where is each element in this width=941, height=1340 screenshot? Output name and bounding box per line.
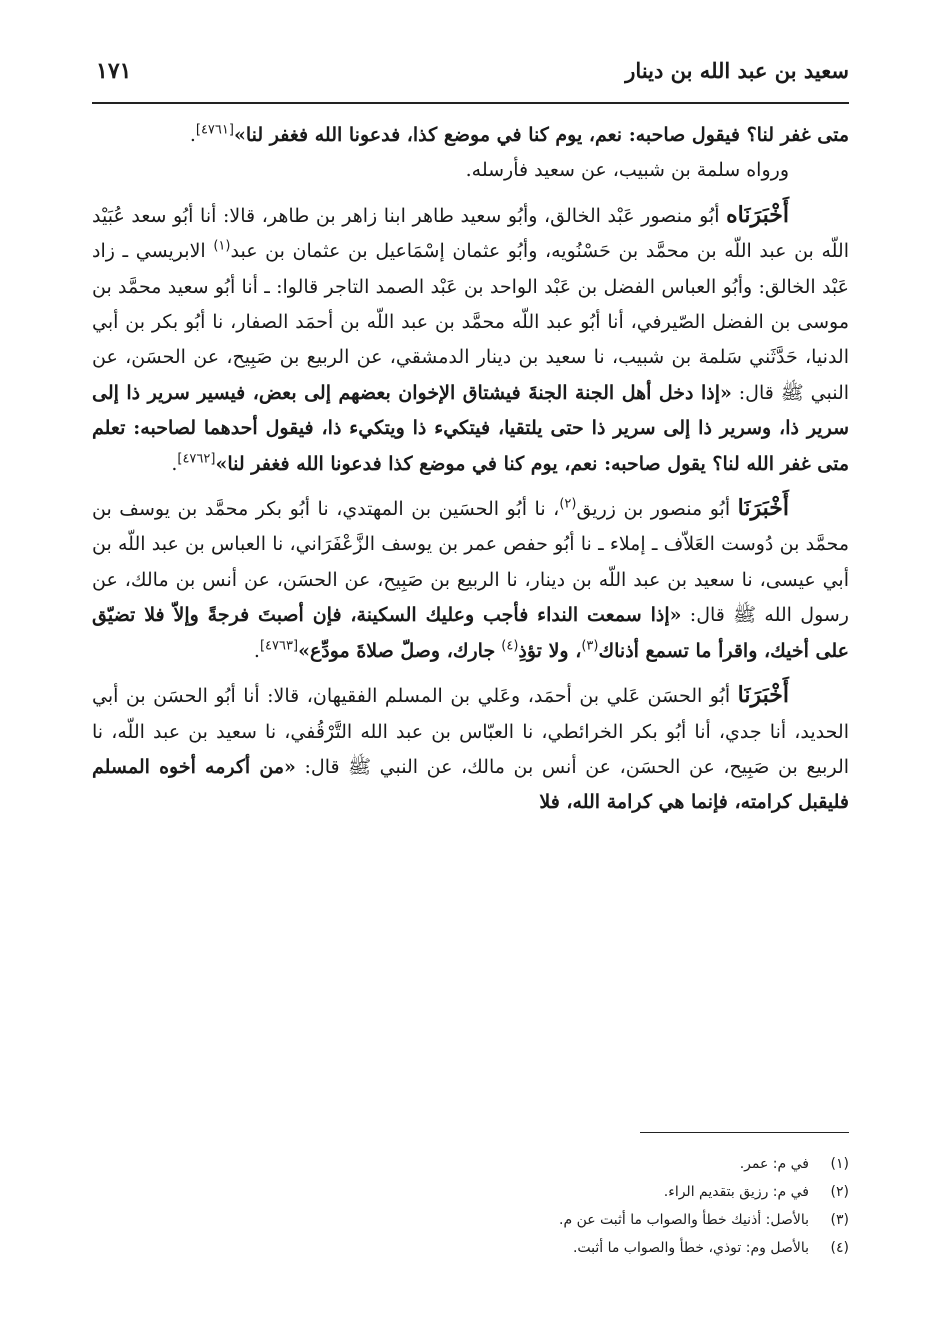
footnote-ref-2[interactable]: (٢) [559, 496, 577, 512]
paragraph-tail: . [189, 124, 196, 146]
paragraph-3 [92, 198, 849, 482]
chain-lead-word: أَخْبَرَنَا [737, 495, 789, 522]
footnote-item [300, 1178, 849, 1206]
chain-text: أبُو منصور بن زريق [576, 498, 731, 521]
footnote-text: بالأصل وم: توذي، خطأ والصواب ما أثبت. [572, 1240, 809, 1256]
hadith-quote: «إذا سمعت النداء فأجب وعليك السكينة، فإن أصبتَ فرجةً وإلاّ فلا تضيّق على أخيك، واقرأ ما تسمع أذناك [92, 604, 849, 662]
hadith-number: [٤٧٦١] [195, 122, 234, 138]
chain-lead-word: أَخْبَرَنَا [737, 682, 789, 709]
footnote-number: (٣) [830, 1212, 849, 1228]
paragraph-text: ورواه سلمة بن شبيب، عن سعيد فأرسله. [465, 159, 789, 182]
hadith-quote: «إذا دخل أهل الجنة الجنةَ فيشتاق الإخوان بعضهم إلى بعض، فيسير سرير ذا إلى سرير ذا، وسرير ذا إلى سرير ذا حتى يلتقيا، فيتكيء ذا ويتكيء ذا، فيقول أحدهما لصاحبه: تعلم متى غفر الله لنا؟ يقول صاحبه: نعم، يوم كنا في موضع كذا فدعونا الله فغفر لنا» [92, 381, 849, 475]
paragraph-1 [92, 118, 849, 153]
footnote-ref-4[interactable]: (٤) [501, 638, 519, 654]
footnote-number: (٢) [830, 1184, 849, 1200]
hadith-number: [٤٧٦٢] [177, 451, 216, 467]
footnote-number: (١) [830, 1156, 849, 1172]
footnote-number: (٤) [830, 1240, 849, 1256]
hadith-quote: «من أكرمه أخوه المسلم فليقبل كرامته، فإنما هي كرامة الله، فلا [92, 755, 849, 814]
footnotes [300, 1150, 849, 1262]
paragraph-5 [92, 678, 849, 821]
footnote-divider [640, 1132, 849, 1133]
hadith-quote-end: جارك، وصلّ صلاةَ مودِّع» [298, 639, 496, 662]
chain-text-continued: ، نا أبُو الحسَين بن المهتدي، نا أبُو بكر محمَّد بن يوسف بن محمَّد بن دُوست العَلاّف ـ إملاء ـ نا أبُو حفص عمر بن يوسف الزَّعْفَرَاني، نا العباس بن عبد اللّه بن أبي عيسى، نا سعيد بن عبد اللّه بن دينار، نا الربيع بن صَبِيح، عن الحسَن، عن أنس بن مالك، عن رسول الله ﷺ قال: [92, 498, 849, 627]
hadith-number: [٤٧٦٣] [259, 638, 299, 654]
page-number: ١٧١ [96, 58, 132, 84]
paragraph-tail: . [253, 639, 260, 662]
paragraph-2 [92, 153, 849, 188]
footnote-text: بالأصل: أذنيك خطأ والصواب ما أثبت عن م. [559, 1212, 809, 1228]
chain-text: أبُو الحسَن عَلي بن أحمَد، وعَلي بن المسلم الفقيهان، قالا: أنا أبُو الحسَن بن أبي الحديد، أنا جدي، أنا أبُو بكر الخرائطي، نا العبّاس بن عبد الله التَّرْقُفي، نا سعيد بن عبد اللّه، نا الربيع بن صَبِيح، عن الحسَن، عن أنس بن مالك، عن النبي ﷺ قال: [92, 685, 850, 778]
main-text [92, 118, 849, 821]
paragraph-text: متى غفر لنا؟ فيقول صاحبه: نعم، يوم كنا في موضع كذا، فدعونا الله فغفر لنا» [233, 124, 849, 146]
footnote-item [300, 1234, 849, 1262]
footnote-item [300, 1150, 849, 1178]
footnote-ref-1[interactable]: (١) [213, 238, 231, 254]
footnote-text: في م: رزيق بتقديم الراء. [663, 1184, 809, 1200]
chain-text: أبُو منصور عَبْد الخالق، وأبُو سعيد طاهر ابنا زاهر بن طاهر، قالا: أنا أبُو سعد عُبَيْد اللّه بن عبد اللّه بن محمَّد بن حَسْنُويه، وأبُو عثمان إسْمَاعيل بن عثمان بن عبد [92, 204, 850, 263]
running-header [92, 52, 849, 104]
paragraph-tail: . [171, 452, 178, 475]
footnote-text: في م: عمر. [739, 1156, 809, 1172]
footnote-ref-3[interactable]: (٣) [581, 638, 599, 654]
hadith-quote-continued: ، ولا تؤذِ [518, 639, 582, 662]
paragraph-4 [92, 491, 849, 669]
footnote-item [300, 1206, 849, 1234]
running-title: سعيد بن عبد الله بن دينار [625, 58, 849, 83]
chain-lead-word: أَخْبَرَنَاه [726, 201, 789, 228]
chain-text-continued: الابريسي ـ زاد عَبْد الخالق: وأبُو العباس الفضل بن عَبْد الواحد بن عَبْد الصمد التاجر قالوا: ـ أنا أبُو سعيد محمَّد بن موسى بن الفضل الصّيرفي، أنا أبُو عبد اللّه محمَّد بن عبد اللّه بن أحمَد الصفار، نا أبُو بكر بن أبي الدنيا، حَدَّثَني سَلمة بن شبيب، نا سعيد بن دينار الدمشقي، عن الربيع بن صَبِيح، عن الحسَن، عن النبي ﷺ قال: [92, 240, 850, 404]
